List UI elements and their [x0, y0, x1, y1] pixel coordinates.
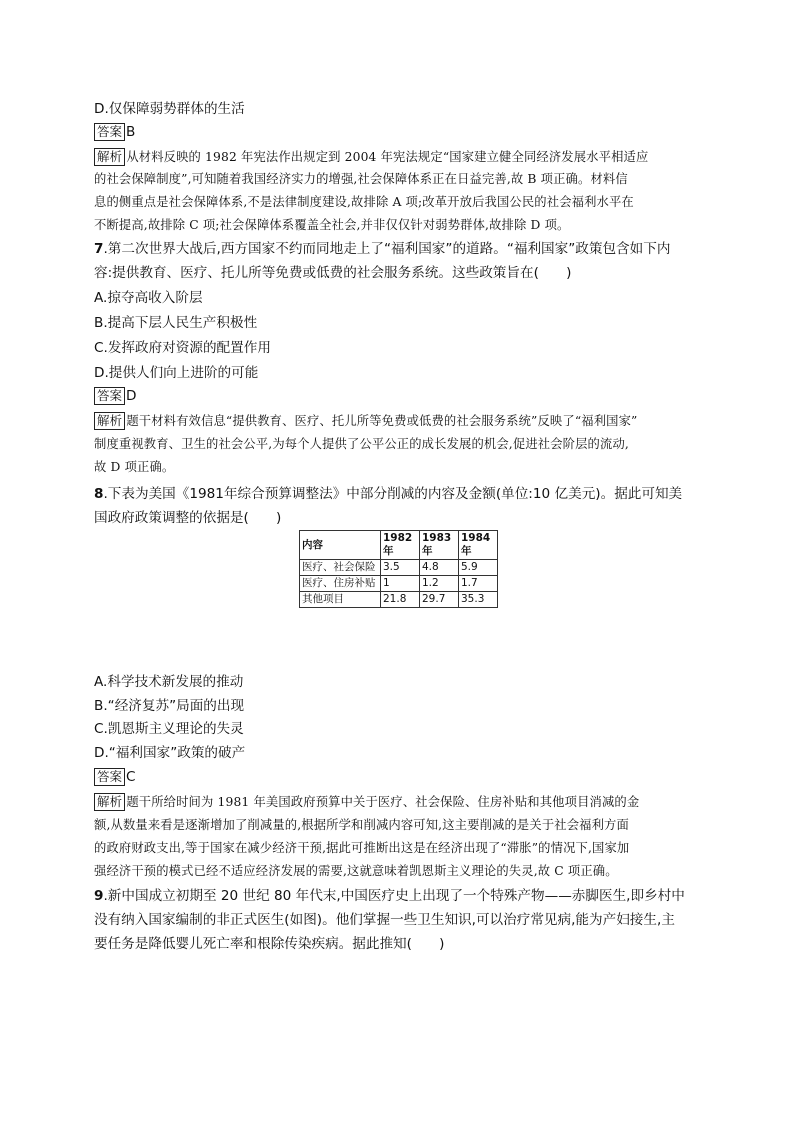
- analysis-tag: 解析: [94, 148, 125, 166]
- q7-option-b: B.提高下层人民生产积极性: [94, 315, 258, 331]
- answer-value: C: [126, 769, 136, 785]
- table-cell: 21.8: [381, 592, 420, 608]
- q6-analysis-line: 息的侧重点是社会保障体系,不是法律制度建设,故排除 A 项;改革开放后我国公民的社会福利水平在: [94, 195, 634, 209]
- q8-option-b: B.“经济复苏”局面的出现: [94, 698, 245, 714]
- table-row: [300, 576, 498, 592]
- q6-analysis-line: 解析 从材料反映的 1982 年宪法作出规定到 2004 年宪法规定“国家建立健全同经济发展水平相适应: [94, 147, 704, 167]
- table-cell: 其他项目: [300, 592, 381, 608]
- q9-stem-line: 没有纳入国家编制的非正式医生(如图)。他们掌握一些卫生知识,可以治疗常见病,能为产妇接生,主: [94, 912, 675, 928]
- q7-option-a: A.掠夺高收入阶层: [94, 290, 203, 306]
- q7-analysis-line: 故 D 项正确。: [94, 460, 175, 474]
- q7-answer: [94, 385, 704, 407]
- q7-option-c: C.发挥政府对资源的配置作用: [94, 340, 271, 356]
- q8-number: 8: [94, 486, 104, 502]
- q6-answer: [94, 121, 704, 143]
- q7-stem-line: 容:提供教育、医疗、托儿所等免费或低费的社会服务系统。这些政策旨在( ): [94, 265, 572, 281]
- q7-analysis-line: 制度重视教育、卫生的社会公平,为每个人提供了公平公正的成长发展的机会,促进社会阶层的流动,: [94, 437, 629, 451]
- table-header-cell: 1982 年: [381, 531, 420, 560]
- q7-analysis-line: 解析 题干材料有效信息“提供教育、医疗、托儿所等免费或低费的社会服务系统”反映了“福利国家”: [94, 411, 704, 431]
- q7-option-d: D.提供人们向上进阶的可能: [94, 365, 259, 381]
- q8-option-c: C.凯恩斯主义理论的失灵: [94, 721, 244, 737]
- answer-tag: 答案: [94, 768, 125, 786]
- table-cell: 1: [381, 576, 420, 592]
- answer-tag: 答案: [94, 387, 125, 405]
- table-cell: 35.3: [459, 592, 498, 608]
- table-cell: 医疗、社会保险: [300, 560, 381, 576]
- q7-stem-line: 7.第二次世界大战后,西方国家不约而同地走上了“福利国家”的道路。“福利国家”政策包含如下内: [94, 241, 671, 257]
- q8-option-a: A.科学技术新发展的推动: [94, 674, 244, 690]
- analysis-tag: 解析: [94, 412, 125, 430]
- table-cell: 1.7: [459, 576, 498, 592]
- q7-number: 7: [94, 241, 104, 257]
- q8-analysis-line: 强经济干预的模式已经不适应经济发展的需要,这就意味着凯恩斯主义理论的失灵,故 C 项正确。: [94, 864, 618, 878]
- table-header-cell: 内容: [300, 531, 381, 560]
- budget-cut-table: [299, 530, 498, 608]
- answer-value: D: [126, 388, 137, 404]
- table-cell: 医疗、住房补贴: [300, 576, 381, 592]
- analysis-tag: 解析: [94, 793, 125, 811]
- q8-analysis-line: 的政府财政支出,等于国家在减少经济干预,据此可推断出这是在经济出现了“滞胀”的情况下,国家加: [94, 841, 630, 855]
- table-cell: 3.5: [381, 560, 420, 576]
- answer-value: B: [126, 124, 136, 140]
- q8-analysis-line: 解析 题干所给时间为 1981 年美国政府预算中关于医疗、社会保险、住房补贴和其他项目消减的金: [94, 792, 704, 812]
- q9-stem-line: 9.新中国成立初期至 20 世纪 80 年代末,中国医疗史上出现了一个特殊产物——赤脚医生,即乡村中: [94, 888, 685, 904]
- table-header-cell: 1984 年: [459, 531, 498, 560]
- q6-analysis-line: 不断提高,故排除 C 项;社会保障体系覆盖全社会,并非仅仅针对弱势群体,故排除 D 项。: [94, 218, 570, 232]
- table-cell: 1.2: [420, 576, 459, 592]
- q8-stem-line: 国政府政策调整的依据是( ): [94, 510, 282, 526]
- table-cell: 29.7: [420, 592, 459, 608]
- q6-option-d: D.仅保障弱势群体的生活: [94, 101, 245, 117]
- table-cell: 4.8: [420, 560, 459, 576]
- q9-number: 9: [94, 888, 104, 904]
- q8-answer: [94, 766, 704, 788]
- q8-stem-line: 8.下表为美国《1981年综合预算调整法》中部分削减的内容及金额(单位:10 亿美元)。据此可知美: [94, 486, 683, 502]
- answer-tag: 答案: [94, 123, 125, 141]
- q9-stem-line: 要任务是降低婴儿死亡率和根除传染疾病。据此推知( ): [94, 936, 445, 952]
- table-header-row: [300, 531, 498, 560]
- table-cell: 5.9: [459, 560, 498, 576]
- q8-analysis-line: 额,从数量来看是逐渐增加了削减量的,根据所学和削减内容可知,这主要削减的是关于社会福利方面: [94, 818, 629, 832]
- q8-option-d: D.“福利国家”政策的破产: [94, 745, 246, 761]
- table-header-cell: 1983 年: [420, 531, 459, 560]
- q6-analysis-line: 的社会保障制度”,可知随着我国经济实力的增强,社会保障体系正在日益完善,故 B 项正确。材料信: [94, 172, 628, 186]
- table-row: [300, 592, 498, 608]
- table-row: [300, 560, 498, 576]
